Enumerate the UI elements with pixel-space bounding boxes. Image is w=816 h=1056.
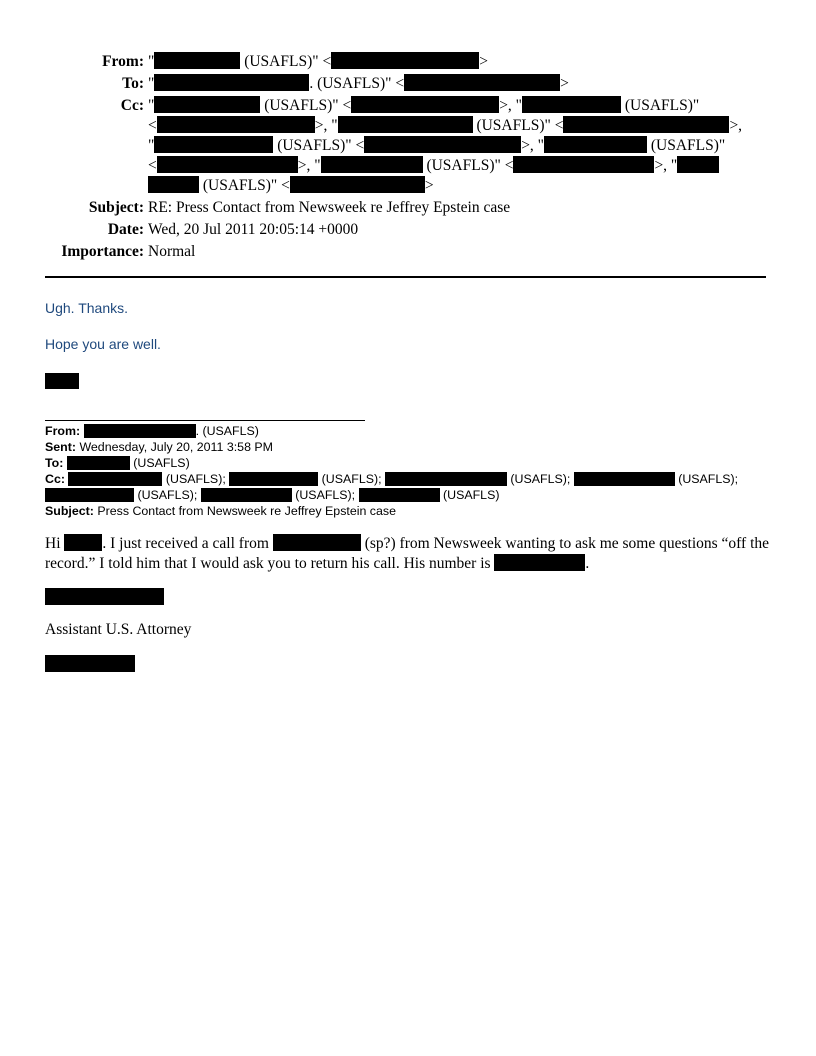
header-importance-row (0, 242, 816, 262)
header-subject-row (0, 198, 816, 218)
original-cc-row: Cc: (USAFLS); (USAFLS); (USAFLS); (USAFLS); (45, 472, 739, 486)
importance-label: Importance: (61, 243, 144, 260)
subject-label: Subject: (88, 199, 144, 216)
redaction-block (273, 534, 361, 551)
redaction-block (201, 488, 292, 502)
original-message-body: Hi . I just received a call from (sp?) from Newsweek wanting to ask me some questions “off the record.” I told him that I would ask you to return his call. His number is . (45, 535, 770, 572)
header-to-row: To: " . (USAFLS)" < > (122, 75, 569, 92)
redaction-block (154, 96, 260, 113)
header-from-row: From: " (USAFLS)" < > (102, 53, 488, 70)
redaction-block (677, 156, 719, 173)
redaction-block (351, 96, 499, 113)
redaction-block (513, 156, 654, 173)
reply-line-1: Ugh. Thanks. (45, 300, 129, 316)
original-subject-row: Subject: Press Contact from Newsweek re Jeffrey Epstein case (45, 504, 396, 518)
original-cc-row-2: (USAFLS); (USAFLS); (USAFLS) (45, 487, 785, 503)
redaction-block (64, 534, 102, 551)
redaction-block (45, 488, 134, 502)
to-label: To: (122, 75, 144, 92)
redacted-signature-contact (45, 655, 135, 672)
redaction-block (563, 116, 729, 133)
redaction-block (364, 136, 521, 153)
redaction-block (522, 96, 621, 113)
date-label: Date: (107, 221, 144, 238)
redaction-block (154, 74, 309, 91)
redaction-block (154, 136, 273, 153)
redaction-block (544, 136, 647, 153)
redaction-block (290, 176, 425, 193)
redaction-block (148, 176, 199, 193)
signature-title: Assistant U.S. Attorney (45, 621, 192, 638)
redaction-block (494, 554, 585, 571)
cc-recipients: " (USAFLS)" < >, " (USAFLS)" < >, " (USAFLS)" < >, " (USAFLS)" < >, " (USAFLS)" < >, " (USAFLS)" < >, " (USAFLS)" < > (148, 97, 743, 194)
email-header (0, 52, 816, 262)
header-date-row (0, 220, 816, 240)
redaction-block (157, 156, 298, 173)
cc-label: Cc: (120, 97, 144, 114)
quoted-message-separator (45, 420, 365, 421)
reply-line-2: Hope you are well. (45, 336, 161, 352)
header-divider (45, 276, 766, 278)
redaction-block (68, 472, 162, 486)
from-label: From: (102, 53, 144, 70)
redaction-block (157, 116, 315, 133)
redaction-block (338, 116, 473, 133)
redacted-signature (45, 373, 79, 389)
redaction-block (331, 52, 479, 69)
redaction-block (67, 456, 130, 470)
original-sent-row: Sent: Wednesday, July 20, 2011 3:58 PM (45, 440, 273, 454)
redacted-signature-name (45, 588, 164, 605)
original-from-row: From: . (USAFLS) (45, 424, 259, 438)
redaction-block (229, 472, 318, 486)
original-to-row: To: (USAFLS) (45, 456, 190, 470)
redaction-block (321, 156, 423, 173)
date-value: Wed, 20 Jul 2011 20:05:14 +0000 (148, 221, 359, 238)
original-message-header (45, 423, 785, 519)
subject-value: RE: Press Contact from Newsweek re Jeffrey Epstein case (148, 199, 511, 216)
redaction-block (154, 52, 240, 69)
redaction-block (84, 424, 196, 438)
redaction-block (404, 74, 560, 91)
redaction-block (359, 488, 440, 502)
redaction-block (574, 472, 675, 486)
header-cc-row (0, 96, 816, 196)
redaction-block (385, 472, 507, 486)
importance-value: Normal (148, 243, 196, 260)
